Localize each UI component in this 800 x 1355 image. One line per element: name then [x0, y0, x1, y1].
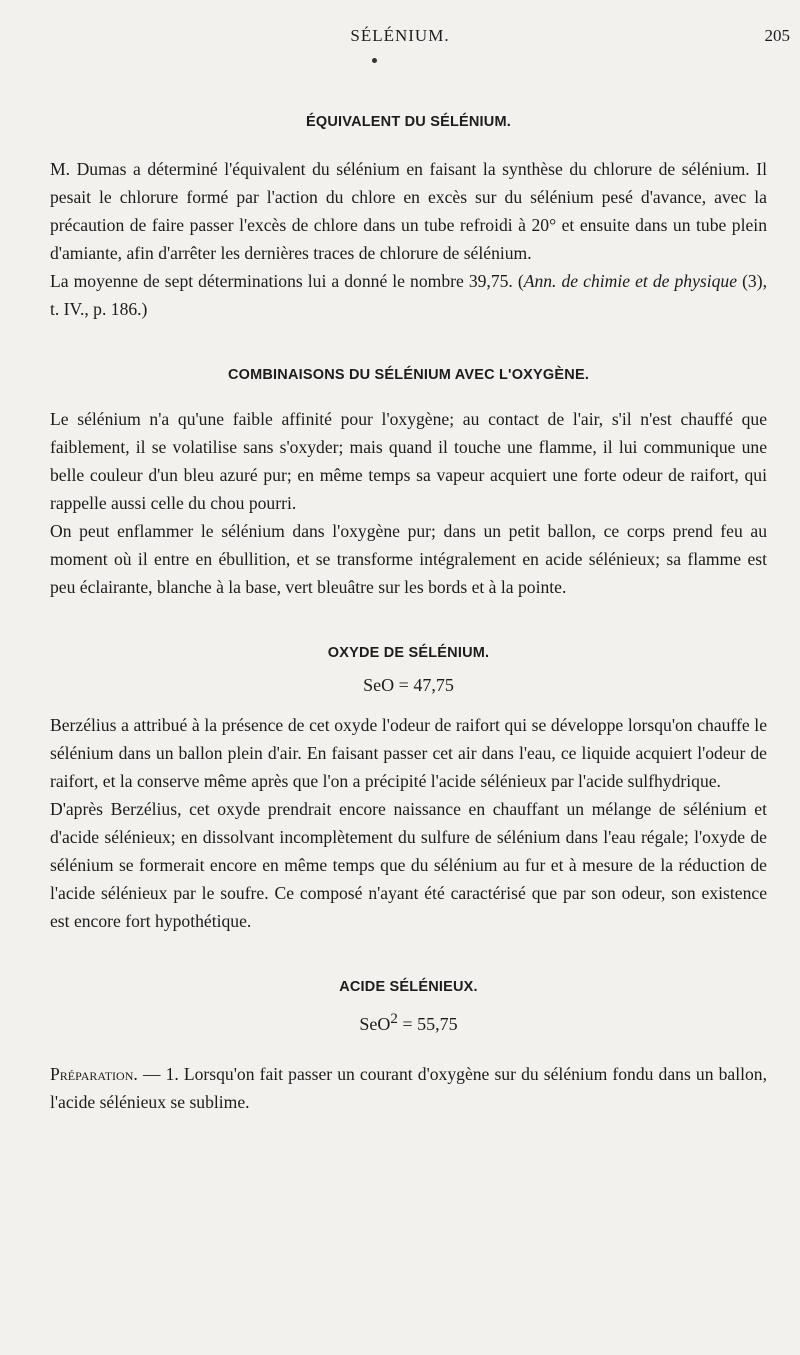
journal-reference: Ann. de chimie et de physique: [523, 271, 738, 291]
page-number: 205: [764, 26, 790, 45]
formula-base: SeO: [359, 1014, 391, 1034]
page-content: [50, 114, 767, 1116]
heading-equivalent: ÉQUIVALENT DU SÉLÉNIUM.: [306, 114, 511, 130]
running-header: [0, 26, 800, 50]
paragraph-equivalent-2: [50, 267, 767, 323]
text-fragment: (3), t. IV., p. 186.): [50, 271, 767, 319]
formula-acide: [50, 1005, 767, 1038]
heading-acide: ACIDE SÉLÉNIEUX.: [339, 979, 478, 995]
running-title: SÉLÉNIUM.: [350, 26, 450, 45]
formula-oxyde: SeO = 47,75: [363, 675, 454, 695]
text-fragment: — 1. Lorsqu'on fait passer un courant d'oxygène sur du sélénium fondu dans un ballon, l'acide sélénieux se sublime.: [50, 1064, 767, 1112]
paragraph-combinaisons-2: On peut enflammer le sélénium dans l'oxygène pur; dans un petit ballon, ce corps prend feu au moment où il entre en ébullition, et se transforme intégralement en acide sélénieux; sa flamme est peu éclairante, blanche à la base, vert bleuâtre sur les bords et à la pointe.: [50, 521, 767, 597]
paragraph-combinaisons-1: Le sélénium n'a qu'une faible affinité pour l'oxygène; au contact de l'air, s'il n'est chauffé que faiblement, il se volatilise sans s'oxyder; mais quand il touche une flamme, il lui communique une belle couleur d'un bleu azuré pur; en même temps sa vapeur acquiert une forte odeur de raifort, qui rappelle aussi celle du chou pourri.: [50, 409, 767, 513]
paragraph-oxyde-2: D'après Berzélius, cet oxyde prendrait encore naissance en chauffant un mélange de sélénium et d'acide sélénieux; en dissolvant incomplètement du sulfure de sélénium dans l'eau régale; l'oxyde de sélénium se formerait encore en même temps que du sélénium au fur et à mesure de la réduction de l'acide sélénieux par le soufre. Ce composé n'ayant été caractérisé que par son odeur, son existence est encore fort hypothétique.: [50, 799, 767, 931]
heading-combinaisons: COMBINAISONS DU SÉLÉNIUM AVEC L'OXYGÈNE.: [227, 367, 590, 383]
text-fragment: La moyenne de sept déterminations lui a donné le nombre 39,75. (: [50, 271, 524, 291]
printer-dot: [372, 58, 377, 63]
paragraph-oxyde-1: Berzélius a attribué à la présence de cet oxyde l'odeur de raifort qui se développe lorsqu'on chauffe le sélénium dans un ballon plein d'air. En faisant passer cet air dans l'eau, ce liquide acquiert l'odeur de raifort, et la conserve même après que l'on a précipité l'acide sélénieux par l'acide sulfhydrique.: [50, 715, 767, 791]
formula-superscript: 2: [390, 1011, 398, 1027]
paragraph-equivalent-1: M. Dumas a déterminé l'équivalent du sélénium en faisant la synthèse du chlorure de sélénium. Il pesait le chlorure formé par l'action du chlore en excès sur du sélénium pesé d'avance, avec la précaution de faire passer l'excès de chlore dans un tube refroidi à 20° et ensuite dans un tube plein d'amiante, afin d'arrêter les dernières traces de chlorure de sélénium.: [50, 159, 767, 263]
formula-value: = 55,75: [397, 1014, 458, 1034]
preparation-label: Préparation.: [50, 1064, 138, 1084]
paragraph-acide-1: [50, 1060, 767, 1116]
heading-oxyde: OXYDE DE SÉLÉNIUM.: [327, 645, 490, 661]
